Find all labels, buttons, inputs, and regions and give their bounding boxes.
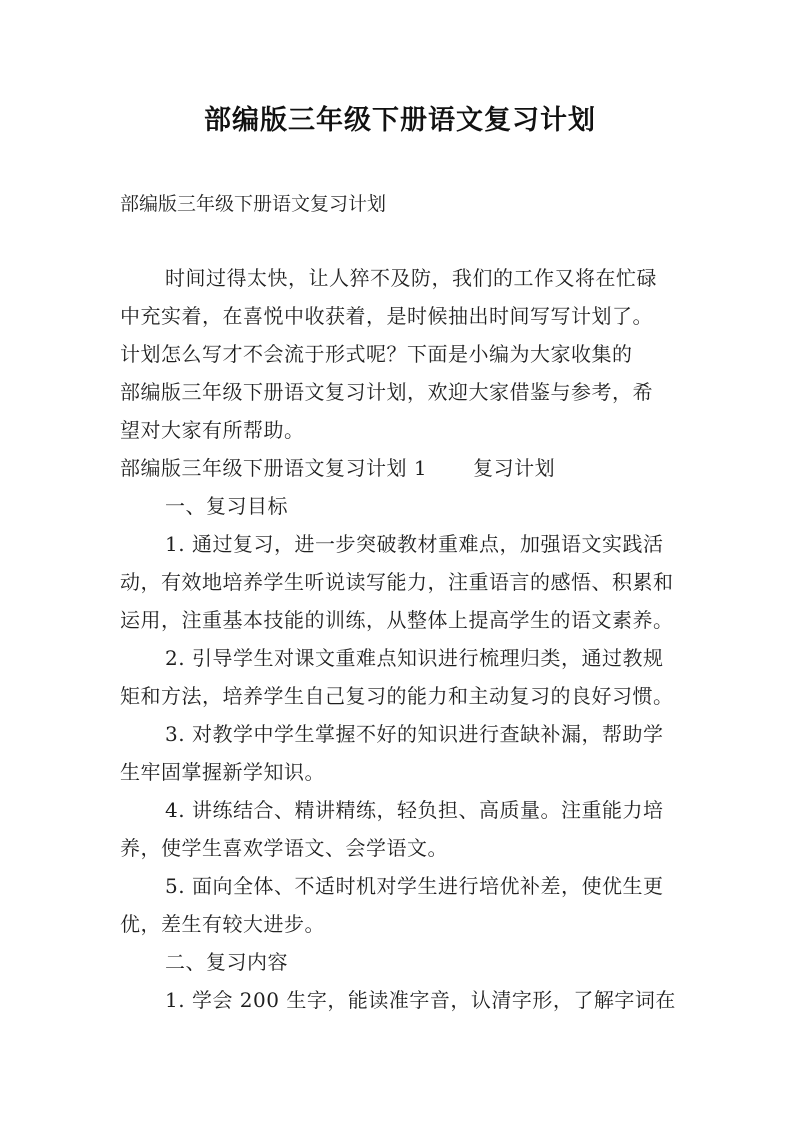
section-heading-content: 二、复习内容 [165, 950, 288, 974]
plan-heading-right: 复习计划 [473, 456, 556, 480]
goal-line-1: 1. 通过复习，进一步突破教材重难点，加强语文实践活 [165, 532, 664, 556]
goal-line-8: 4. 讲练结合、精讲精练，轻负担、高质量。注重能力培 [165, 798, 664, 822]
intro-line-5: 望对大家有所帮助。 [120, 418, 305, 442]
plan-heading-row [120, 452, 555, 484]
goal-line-6: 3. 对教学中学生掌握不好的知识进行查缺补漏，帮助学 [165, 722, 664, 746]
goal-line-11: 优，差生有较大进步。 [120, 912, 325, 936]
document-title: 部编版三年级下册语文复习计划 [204, 105, 596, 136]
goal-line-5: 矩和方法，培养学生自己复习的能力和主动复习的良好习惯。 [120, 684, 674, 708]
goal-line-3: 运用，注重基本技能的训练，从整体上提高学生的语文素养。 [120, 608, 674, 632]
goal-line-10: 5. 面向全体、不适时机对学生进行培优补差，使优生更 [165, 874, 664, 898]
intro-line-3: 计划怎么写才不会流于形式呢？下面是小编为大家收集的 [120, 342, 633, 366]
goal-line-9: 养，使学生喜欢学语文、会学语文。 [120, 836, 448, 860]
document-subtitle: 部编版三年级下册语文复习计划 [120, 193, 387, 215]
goal-line-4: 2. 引导学生对课文重难点知识进行梳理归类，通过教规 [165, 646, 664, 670]
section-heading-goals: 一、复习目标 [165, 494, 288, 518]
intro-line-4: 部编版三年级下册语文复习计划，欢迎大家借鉴与参考，希 [120, 380, 653, 404]
content-line-1: 1. 学会 200 生字，能读准字音，认清字形，了解字词在 [165, 988, 676, 1012]
intro-line-1: 时间过得太快，让人猝不及防，我们的工作又将在忙碌 [165, 266, 657, 290]
plan-heading: 部编版三年级下册语文复习计划 1 [120, 456, 428, 480]
intro-line-2: 中充实着，在喜悦中收获着，是时候抽出时间写写计划了。 [120, 304, 653, 328]
goal-line-2: 动，有效地培养学生听说读写能力，注重语言的感悟、积累和 [120, 570, 674, 594]
goal-line-7: 生牢固掌握新学知识。 [120, 760, 325, 784]
